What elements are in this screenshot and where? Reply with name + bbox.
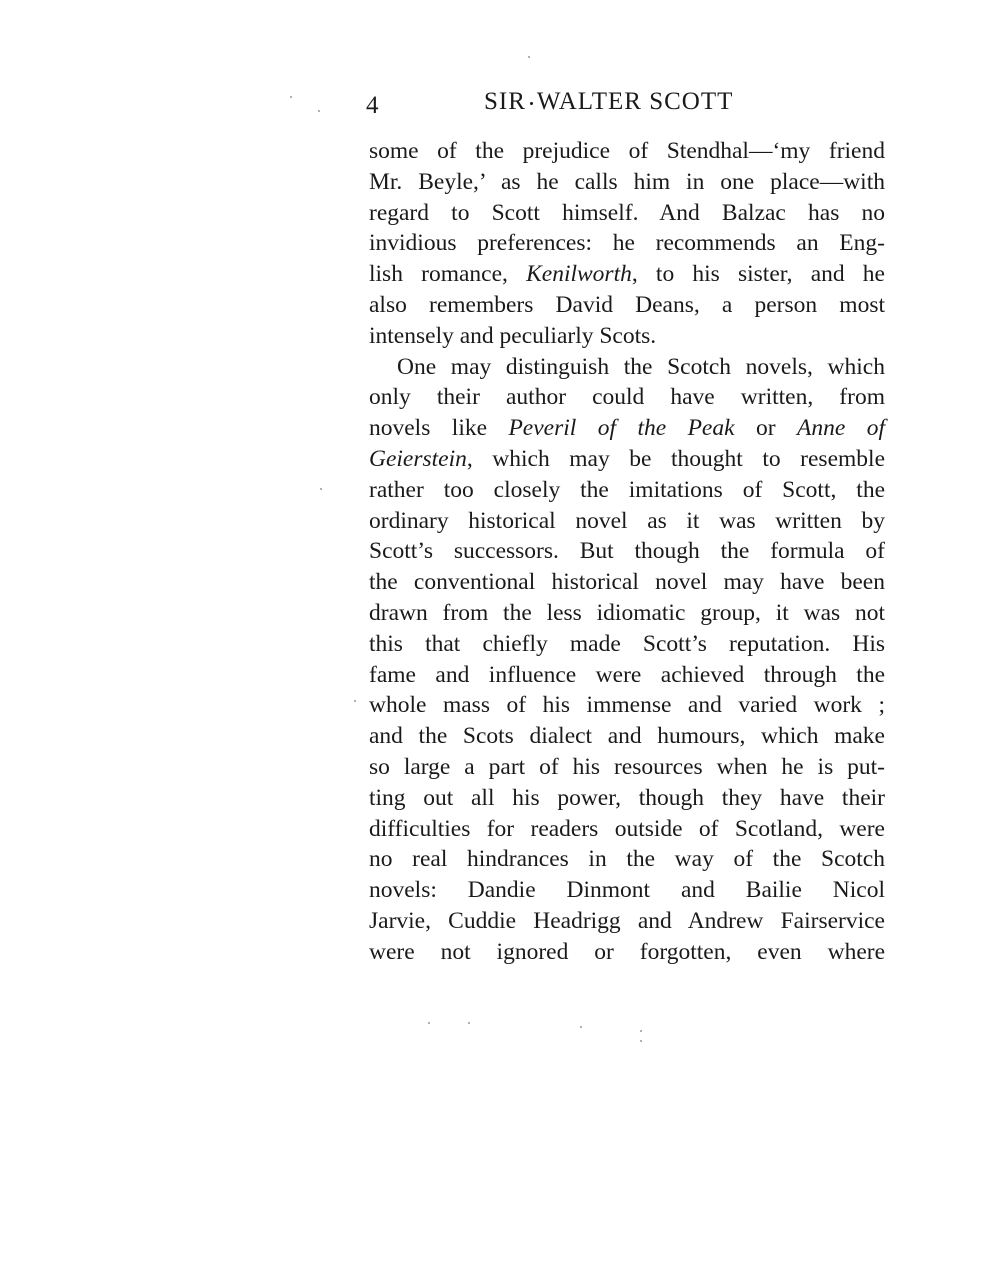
scan-speck bbox=[640, 1030, 642, 1032]
text-line: and the Scots dialect and humours, which make bbox=[369, 723, 885, 750]
italic-title: Kenilworth bbox=[526, 261, 632, 288]
text-line: Jarvie, Cuddie Headrigg and Andrew Fairservice bbox=[369, 907, 885, 934]
scan-speck bbox=[428, 1022, 430, 1024]
text-line: this that chiefly made Scott’s reputation. His bbox=[369, 630, 885, 657]
text-line: were not ignored or forgotten, even where bbox=[369, 938, 885, 965]
text-line: Geierstein, which may be thought to resemble bbox=[369, 445, 885, 472]
text-line: some of the prejudice of Stendhal—‘my friend bbox=[369, 138, 885, 164]
scan-speck bbox=[468, 1022, 470, 1024]
text-line: ordinary historical novel as it was written by bbox=[369, 507, 885, 534]
text-line: novels like Peveril of the Peak or Anne of bbox=[369, 415, 885, 442]
italic-title: Geierstein bbox=[369, 445, 467, 472]
text-line: rather too closely the imitations of Scott, the bbox=[369, 476, 885, 503]
text-line: Mr. Beyle,’ as he calls him in one place—with bbox=[369, 168, 885, 195]
running-head-part1: SIR bbox=[484, 88, 526, 115]
text-line: difficulties for readers outside of Scotland, were bbox=[369, 815, 885, 842]
text-line: only their author could have written, from bbox=[369, 384, 885, 411]
text-line: invidious preferences: he recommends an Eng- bbox=[369, 230, 885, 257]
scan-speck bbox=[290, 96, 292, 98]
text-line: One may distinguish the Scotch novels, which bbox=[397, 353, 885, 380]
body-text bbox=[369, 136, 885, 968]
italic-title: Anne of bbox=[796, 415, 885, 442]
scan-speck bbox=[354, 700, 356, 702]
text-line: intensely and peculiarly Scots. bbox=[369, 322, 657, 349]
italic-title: Peveril of the Peak bbox=[508, 415, 735, 442]
scan-speck bbox=[320, 488, 322, 490]
text-line: so large a part of his resources when he is put- bbox=[369, 753, 885, 780]
running-head-separator bbox=[530, 102, 533, 105]
text-line: drawn from the less idiomatic group, it was not bbox=[369, 599, 885, 626]
running-head-part2: WALTER SCOTT bbox=[536, 88, 734, 115]
text-line: whole mass of his immense and varied work ; bbox=[369, 692, 885, 719]
text-line: also remembers David Deans, a person most bbox=[369, 291, 885, 318]
text-line: fame and influence were achieved through the bbox=[369, 661, 885, 688]
text-line: lish romance, Kenilworth, to his sister, and he bbox=[369, 261, 885, 288]
text-line: the conventional historical novel may have been bbox=[369, 569, 885, 596]
text-line: regard to Scott himself. And Balzac has no bbox=[369, 199, 885, 226]
scan-speck bbox=[580, 1026, 582, 1028]
text-line: ting out all his power, though they have their bbox=[369, 784, 885, 811]
text-line: no real hindrances in the way of the Scotch bbox=[369, 846, 885, 873]
scan-speck bbox=[528, 56, 530, 58]
text-line: novels: Dandie Dinmont and Bailie Nicol bbox=[369, 877, 885, 904]
scan-speck bbox=[318, 110, 320, 112]
scan-speck bbox=[640, 1040, 642, 1042]
running-head bbox=[484, 88, 733, 116]
text-line: Scott’s successors. But though the formula of bbox=[369, 538, 885, 565]
page-number: 4 bbox=[366, 92, 379, 119]
